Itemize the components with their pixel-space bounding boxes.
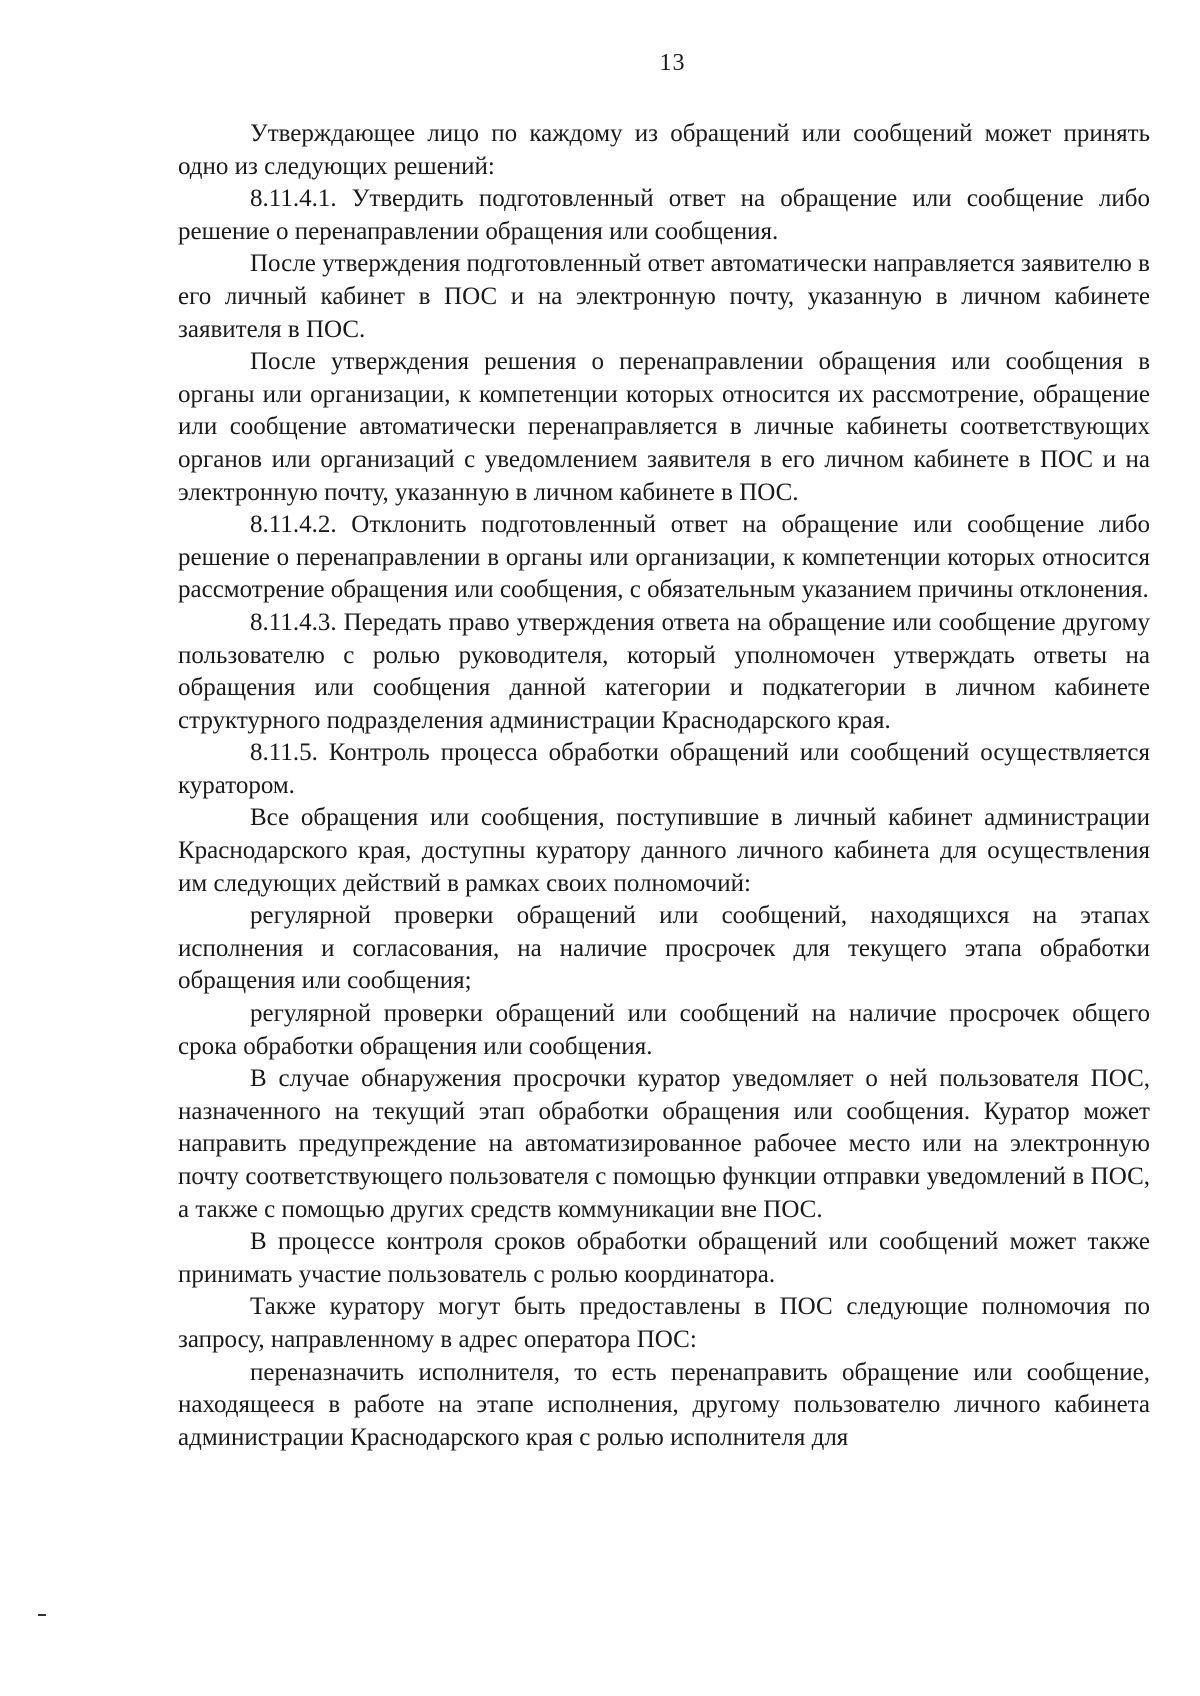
paragraph-8-11-4-2: 8.11.4.2. Отклонить подготовленный ответ на обращение или сообщение либо решение о перенаправлении в органы или организации, к компетенции которых относится рассмотрение обращения или сообщения, с обязательным указанием причины отклонения. — [178, 511, 1150, 604]
paragraph-check-total: регулярной проверки обращений или сообщений на наличие просрочек общего срока обработки обращения или сообщения. — [178, 1000, 1150, 1060]
paragraph-coordinator: В процессе контроля сроков обработки обращений или сообщений может также принимать участие пользователь с ролью координатора. — [178, 1228, 1150, 1288]
paragraph-curator-access: Все обращения или сообщения, поступившие в личный кабинет администрации Краснодарского края, доступны куратору данного личного кабинета для осуществления им следующих действий в рамках своих полномочий: — [178, 804, 1150, 897]
paragraph-reassign: переназначить исполнителя, то есть перенаправить обращение или сообщение, находящееся в работе на этапе исполнения, другому пользователю личного кабинета администрации Краснодарского края с ролью исполнителя для — [178, 1358, 1150, 1451]
document-body — [178, 118, 1150, 1454]
paragraph-decision-options: Утверждающее лицо по каждому из обращений или сообщений может принять одно из следующих решений: — [178, 120, 1150, 180]
paragraph-8-11-4-1: 8.11.4.1. Утвердить подготовленный ответ на обращение или сообщение либо решение о перенаправлении обращения или сообщения. — [178, 185, 1150, 245]
page-number: 13 — [659, 50, 686, 76]
paragraph-8-11-4-3: 8.11.4.3. Передать право утверждения ответа на обращение или сообщение другому пользователю с ролью руководителя, который уполномочен утверждать ответы на обращения или сообщения данной категории и подкатегории в личном кабинете структурного подразделения администрации Краснодарского края. — [178, 608, 1150, 734]
paragraph-overdue-notify: В случае обнаружения просрочки куратор уведомляет о ней пользователя ПОС, назначенного на текущий этап обработки обращения или сообщения. Куратор может направить предупреждение на автоматизированное рабочее место или на электронную почту соответствующего пользователя с помощью функции отправки уведомлений в ПОС, а также с помощью других средств коммуникации вне ПОС. — [178, 1065, 1150, 1223]
paragraph-extra-powers: Также куратору могут быть предоставлены в ПОС следующие полномочия по запросу, направленному в адрес оператора ПОС: — [178, 1293, 1150, 1353]
paragraph-8-11-5: 8.11.5. Контроль процесса обработки обращений или сообщений осуществляется куратором. — [178, 739, 1150, 799]
paragraph-check-stages: регулярной проверки обращений или сообщений, находящихся на этапах исполнения и согласования, на наличие просрочек для текущего этапа обработки обращения или сообщения; — [178, 902, 1150, 995]
paragraph-after-approval-answer: После утверждения подготовленный ответ автоматически направляется заявителю в его личный кабинет в ПОС и на электронную почту, указанную в личном кабинете заявителя в ПОС. — [178, 250, 1150, 343]
paragraph-after-approval-redirect: После утверждения решения о перенаправлении обращения или сообщения в органы или организации, к компетенции которых относится их рассмотрение, обращение или сообщение автоматически перенаправляется в личные кабинеты соответствующих органов или организаций с уведомлением заявителя в его личном кабинете в ПОС и на электронную почту, указанную в личном кабинете в ПОС. — [178, 348, 1150, 506]
margin-mark — [38, 1614, 46, 1616]
